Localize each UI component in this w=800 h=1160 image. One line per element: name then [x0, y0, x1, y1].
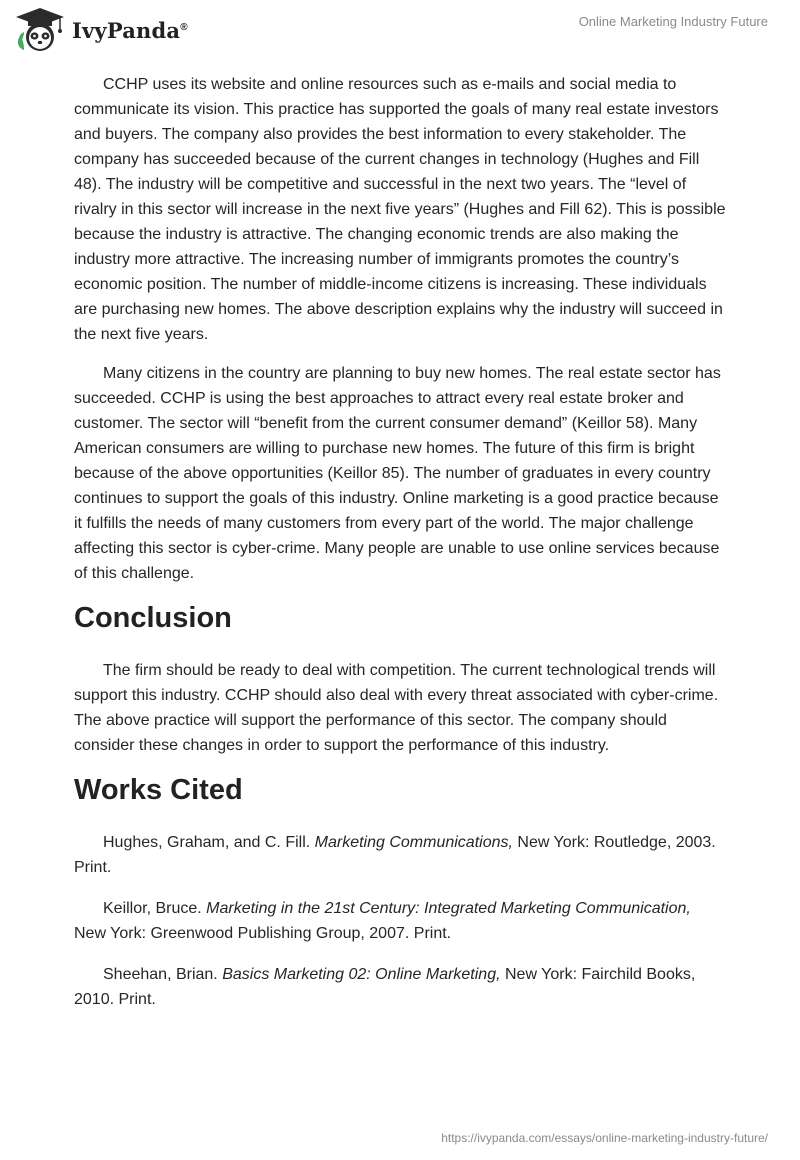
- citation-entry: Sheehan, Brian. Basics Marketing 02: Online Marketing, New York: Fairchild Books, 2010. Print.: [74, 966, 696, 1008]
- conclusion-heading: Conclusion: [74, 602, 232, 634]
- essay-content: [74, 72, 726, 1028]
- works-cited-heading: Works Cited: [74, 774, 243, 806]
- source-url[interactable]: https://ivypanda.com/essays/online-marketing-industry-future/: [441, 1131, 768, 1145]
- panda-graduate-icon: [14, 6, 66, 54]
- conclusion-paragraph: The firm should be ready to deal with competition. The current technological trends will support this industry. CCHP should also deal with every threat associated with cyber-crime. The above practice will support the performance of this sector. The company should consider these changes in order to support the performance of this industry.: [74, 662, 719, 754]
- page-header: [0, 0, 800, 70]
- page-title: Online Marketing Industry Future: [578, 14, 768, 29]
- body-paragraph: CCHP uses its website and online resources such as e-mails and social media to communicate its vision. This practice has supported the goals of many real estate investors and buyers. The company also provides the best information to every stakeholder. The company has succeeded because of the current changes in technology (Hughes and Fill 48). The industry will be competitive and successful in the next two years. The “level of rivalry in this sector will increase in the next five years” (Hughes and Fill 62). This is possible because the industry is attractive. The changing economic trends are also making the industry more attractive. The increasing number of immigrants promotes the country’s economic position. The number of middle-income citizens is increasing. These individuals are purchasing new homes. The above description explains why the industry will succeed in the next five years.: [74, 76, 726, 343]
- citation-entry: Hughes, Graham, and C. Fill. Marketing Communications, New York: Routledge, 2003. Print.: [74, 834, 716, 876]
- logo-text: IvyPanda®: [72, 17, 188, 43]
- body-paragraph: Many citizens in the country are planning to buy new homes. The real estate sector has succeeded. CCHP is using the best approaches to attract every real estate broker and customer. The sector will “benefit from the current consumer demand” (Keillor 58). Many American consumers are willing to purchase new homes. The future of this firm is bright because of the above opportunities (Keillor 85). The number of graduates in every country continues to support the goals of this industry. Online marketing is a good practice because it fulfills the needs of many customers from every part of the world. The major challenge affecting this sector is cyber-crime. Many people are unable to use online services because of this challenge.: [74, 365, 721, 582]
- ivypanda-logo[interactable]: [14, 6, 188, 54]
- citation-entry: Keillor, Bruce. Marketing in the 21st Century: Integrated Marketing Communication, New York: Greenwood Publishing Group, 2007. Print.: [74, 900, 691, 942]
